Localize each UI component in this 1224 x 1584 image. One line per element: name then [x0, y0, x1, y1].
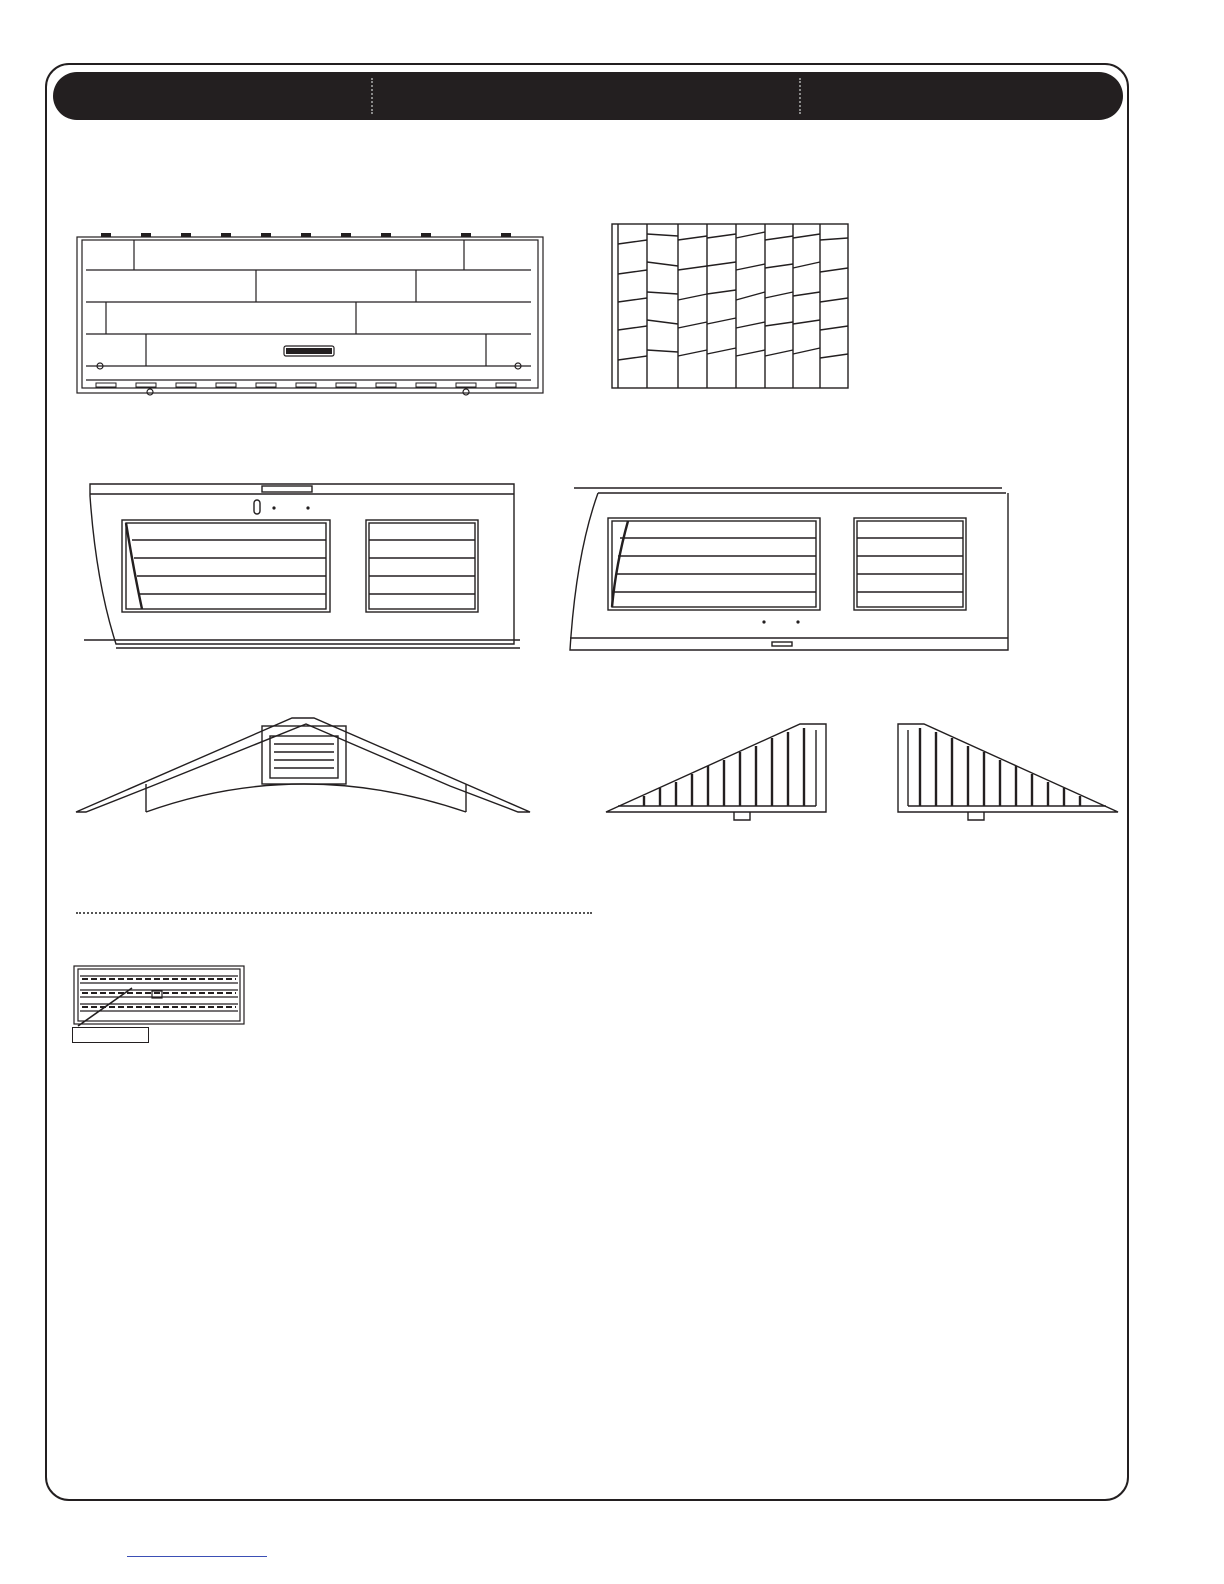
right-gable-truss-drawing [896, 720, 1122, 828]
right-wall-panel-drawing [568, 484, 1012, 654]
gable-vent-drawing [74, 712, 534, 820]
left-gable-truss-drawing [604, 720, 830, 828]
roof-panel-drawing [76, 232, 546, 398]
part-label-box [72, 1027, 149, 1043]
header-separator [371, 78, 373, 114]
shingle-panel-drawing [610, 222, 852, 390]
footer-link-underline[interactable] [127, 1556, 267, 1557]
header-bar [53, 72, 1123, 120]
section-divider [76, 912, 592, 914]
left-wall-panel-drawing [82, 482, 522, 652]
floor-panel-drawing [72, 964, 248, 1028]
header-separator [799, 78, 801, 114]
